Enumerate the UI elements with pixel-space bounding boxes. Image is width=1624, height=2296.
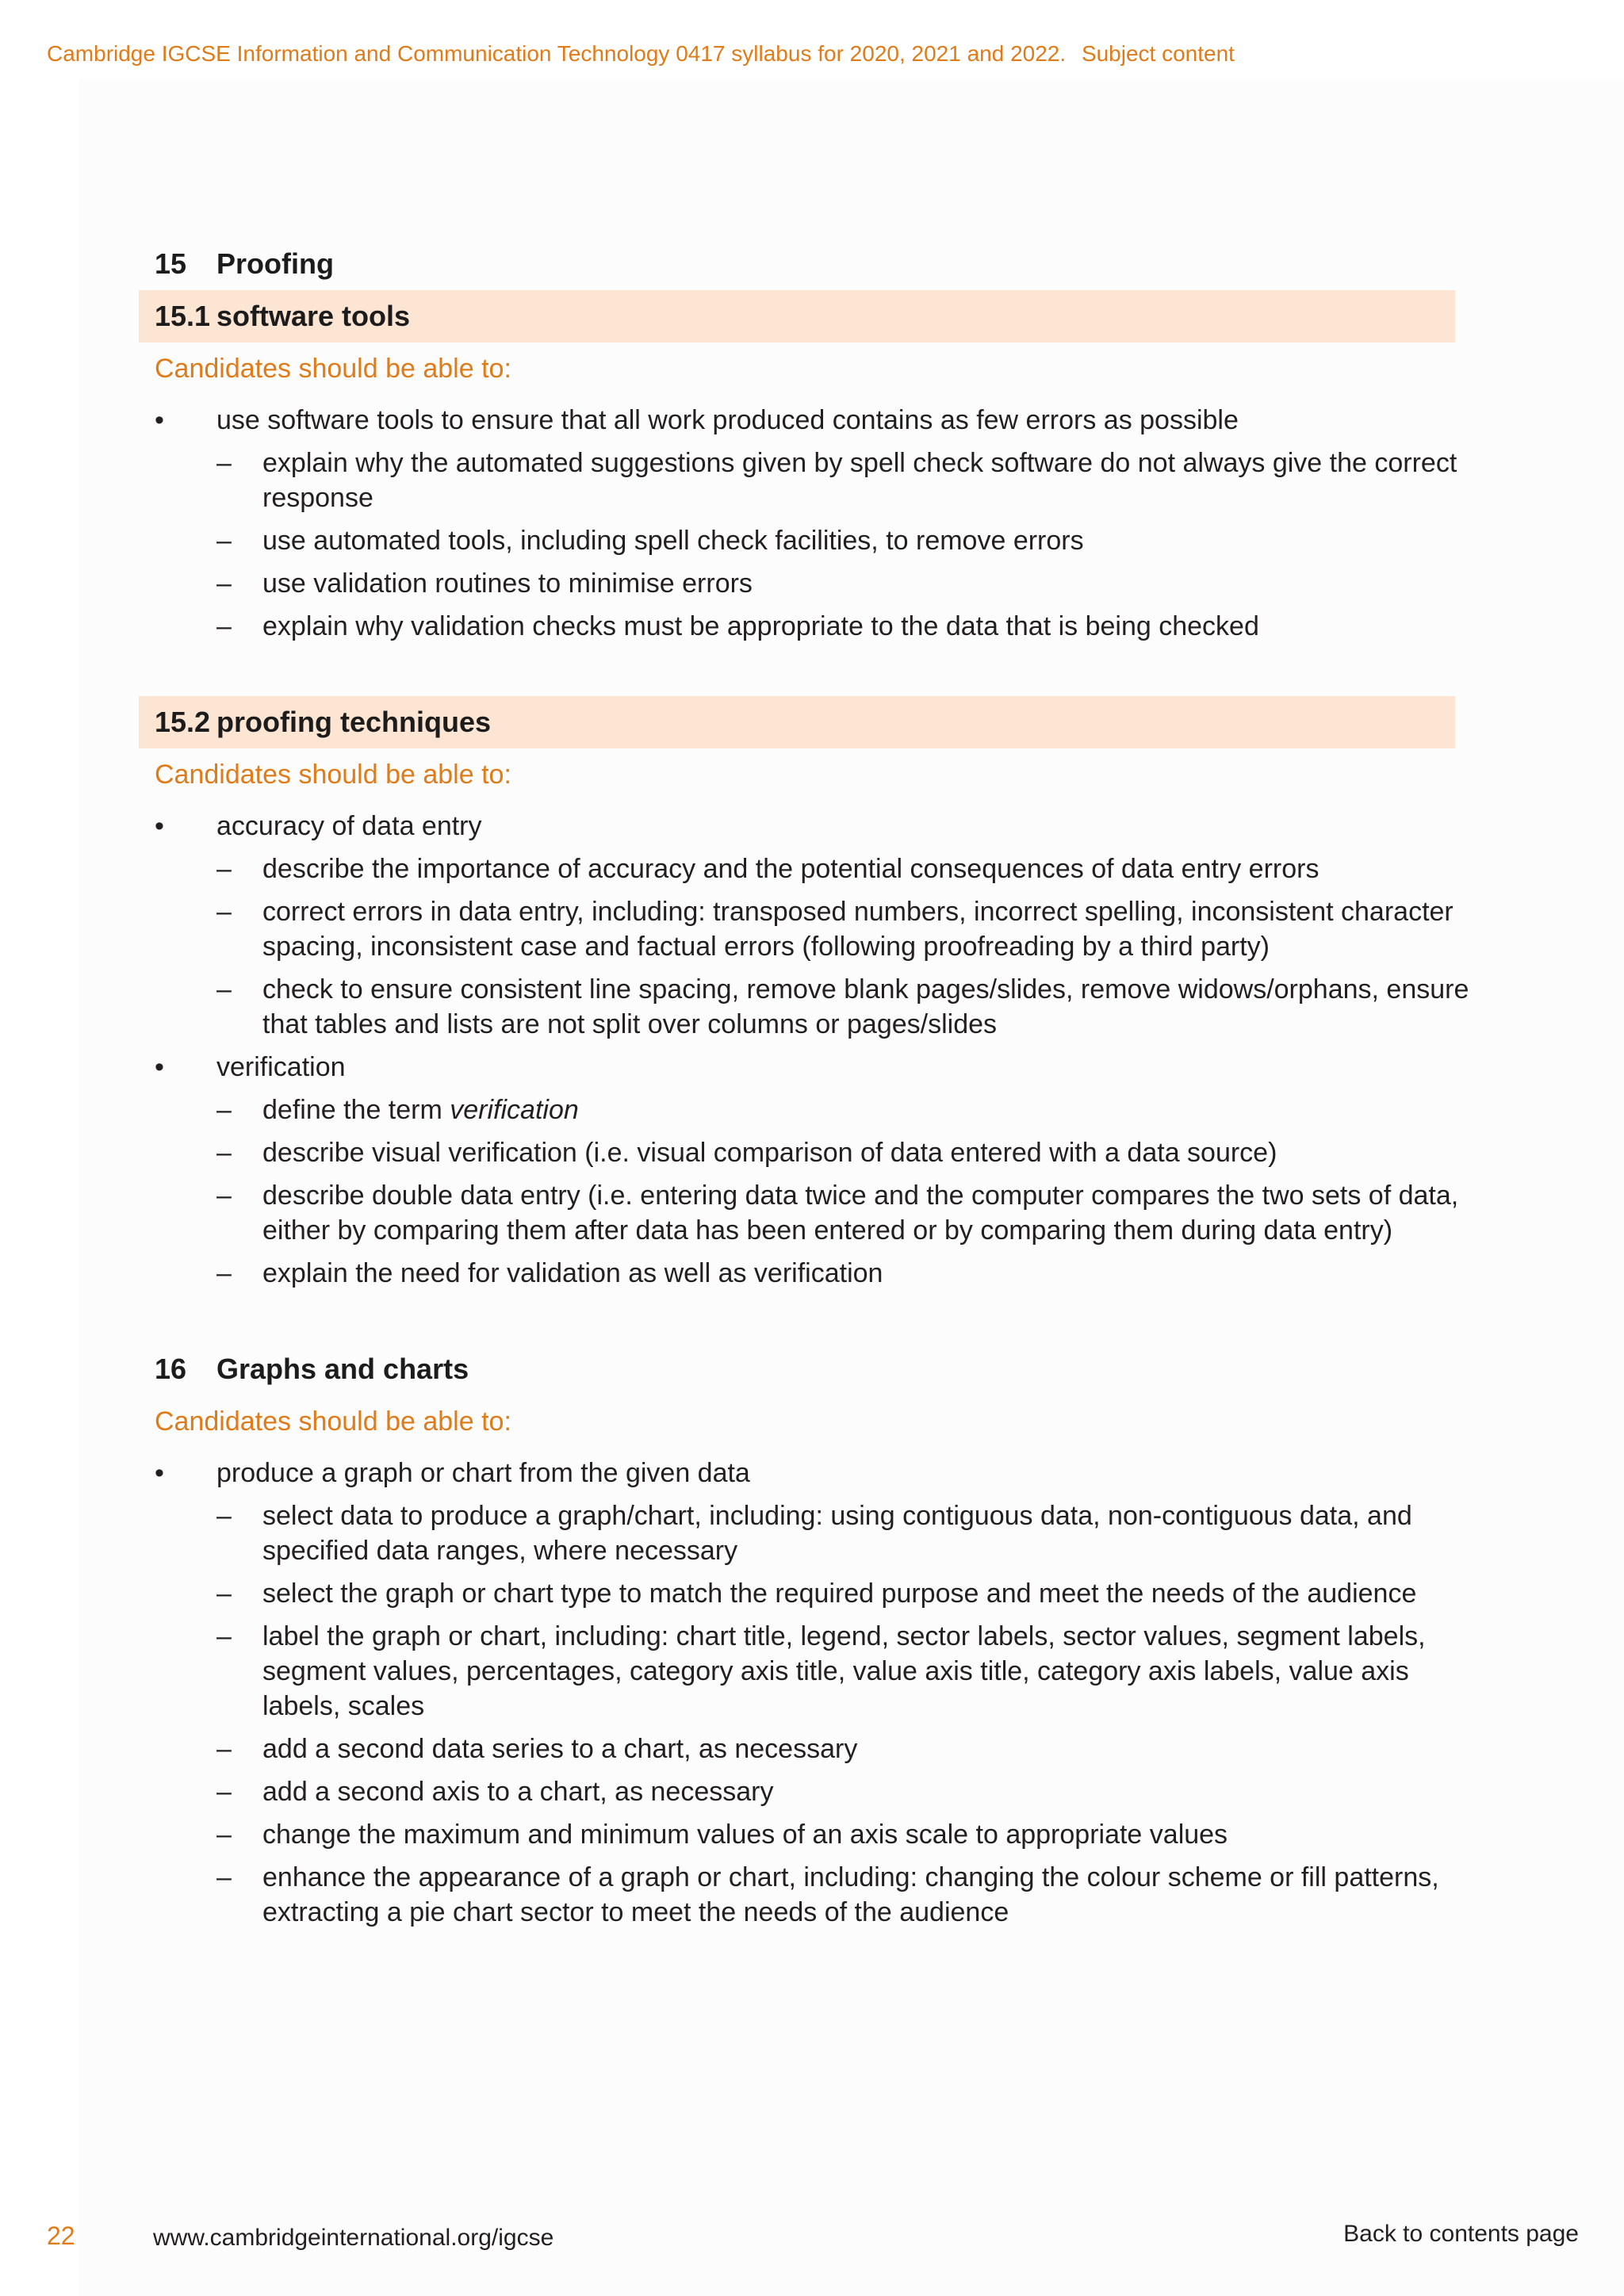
subsection-title: software tools (216, 300, 411, 332)
bullet-item (155, 809, 1471, 1042)
subsection-title: proofing techniques (216, 706, 491, 738)
sub-item: – correct errors in data entry, including: transposed numbers, incorrect spelling, inconsistent character spacing, inconsistent case and factual errors (following proofreading by a third party) (216, 894, 1471, 964)
sub-item: – add a second axis to a chart, as necessary (216, 1774, 1471, 1809)
bullet-text: produce a graph or chart from the given data (216, 1458, 750, 1488)
bullet-list (155, 1456, 1471, 1930)
sub-list (216, 1093, 1471, 1291)
bullet-text: verification (216, 1052, 346, 1082)
bullet-text: accuracy of data entry (216, 811, 482, 841)
sub-item: – explain why validation checks must be appropriate to the data that is being checked (216, 609, 1471, 644)
page-number: 22 (47, 2221, 75, 2250)
spacer (155, 644, 1471, 696)
sub-item: – select the graph or chart type to match the required purpose and meet the needs of the audience (216, 1576, 1471, 1611)
subsection-number: 15.1 (155, 300, 211, 332)
bullet-list (155, 809, 1471, 1291)
section-number: 16 (155, 1353, 187, 1385)
section-15-heading (155, 238, 1471, 290)
define-term: verification (450, 1095, 579, 1125)
sub-item: – describe visual verification (i.e. visual comparison of data entered with a data source) (216, 1135, 1471, 1170)
sub-item: – describe the importance of accuracy and the potential consequences of data entry errors (216, 851, 1471, 886)
back-to-contents-link[interactable]: Back to contents page (1343, 2221, 1579, 2247)
section-title: Proofing (216, 247, 334, 280)
bullet-list (155, 403, 1471, 644)
section-16-heading (155, 1343, 1471, 1395)
intro-text: Candidates should be able to: (155, 1406, 511, 1437)
header-section: Subject content (1081, 41, 1235, 66)
header-title: Cambridge IGCSE Information and Communication Technology 0417 syllabus for 2020, 2021 and 2022. (47, 41, 1067, 66)
sub-list (216, 1498, 1471, 1930)
content (155, 238, 1471, 1930)
subsection-15-1-heading (139, 290, 1455, 342)
define-prefix: define the term (262, 1095, 442, 1125)
section-number: 15 (155, 247, 187, 280)
subsection-number: 15.2 (155, 706, 211, 738)
intro-text: Candidates should be able to: (155, 759, 511, 790)
sub-item: – explain why the automated suggestions given by spell check software do not always give the correct response (216, 446, 1471, 515)
spacer (155, 1291, 1471, 1343)
sub-item: – use automated tools, including spell check facilities, to remove errors (216, 523, 1471, 558)
subsection-15-2-heading (139, 696, 1455, 748)
sub-list (216, 851, 1471, 1042)
bullet-item (155, 1456, 1471, 1930)
running-header (47, 41, 1235, 67)
website-link[interactable]: www.cambridgeinternational.org/igcse (153, 2225, 554, 2251)
sub-list (216, 446, 1471, 644)
bullet-item (155, 1050, 1471, 1291)
sub-item: – use validation routines to minimise errors (216, 566, 1471, 601)
sub-item: – label the graph or chart, including: chart title, legend, sector labels, sector values, segment labels, segment values, percentages, category axis title, value axis title, category axis labels, value axis labels, scales (216, 1619, 1471, 1724)
sub-item-define (216, 1093, 1471, 1127)
sub-item: – check to ensure consistent line spacing, remove blank pages/slides, remove widows/orphans, ensure that tables and lists are not split over columns or pages/slides (216, 972, 1471, 1042)
sub-item: – select data to produce a graph/chart, including: using contiguous data, non-contiguous data, and specified data ranges, where necessary (216, 1498, 1471, 1568)
bullet-item (155, 403, 1471, 644)
sub-item: – change the maximum and minimum values of an axis scale to appropriate values (216, 1817, 1471, 1852)
sub-item: – describe double data entry (i.e. entering data twice and the computer compares the two sets of data, either by comparing them after data has been entered or by comparing them during data entry) (216, 1178, 1471, 1248)
sub-item: – explain the need for validation as well as verification (216, 1256, 1471, 1291)
bullet-text: use software tools to ensure that all work produced contains as few errors as possible (216, 405, 1239, 435)
intro-text: Candidates should be able to: (155, 353, 511, 384)
sub-item: – enhance the appearance of a graph or chart, including: changing the colour scheme or fill patterns, extracting a pie chart sector to meet the needs of the audience (216, 1860, 1471, 1930)
section-title: Graphs and charts (216, 1353, 469, 1385)
sub-item: – add a second data series to a chart, as necessary (216, 1732, 1471, 1766)
